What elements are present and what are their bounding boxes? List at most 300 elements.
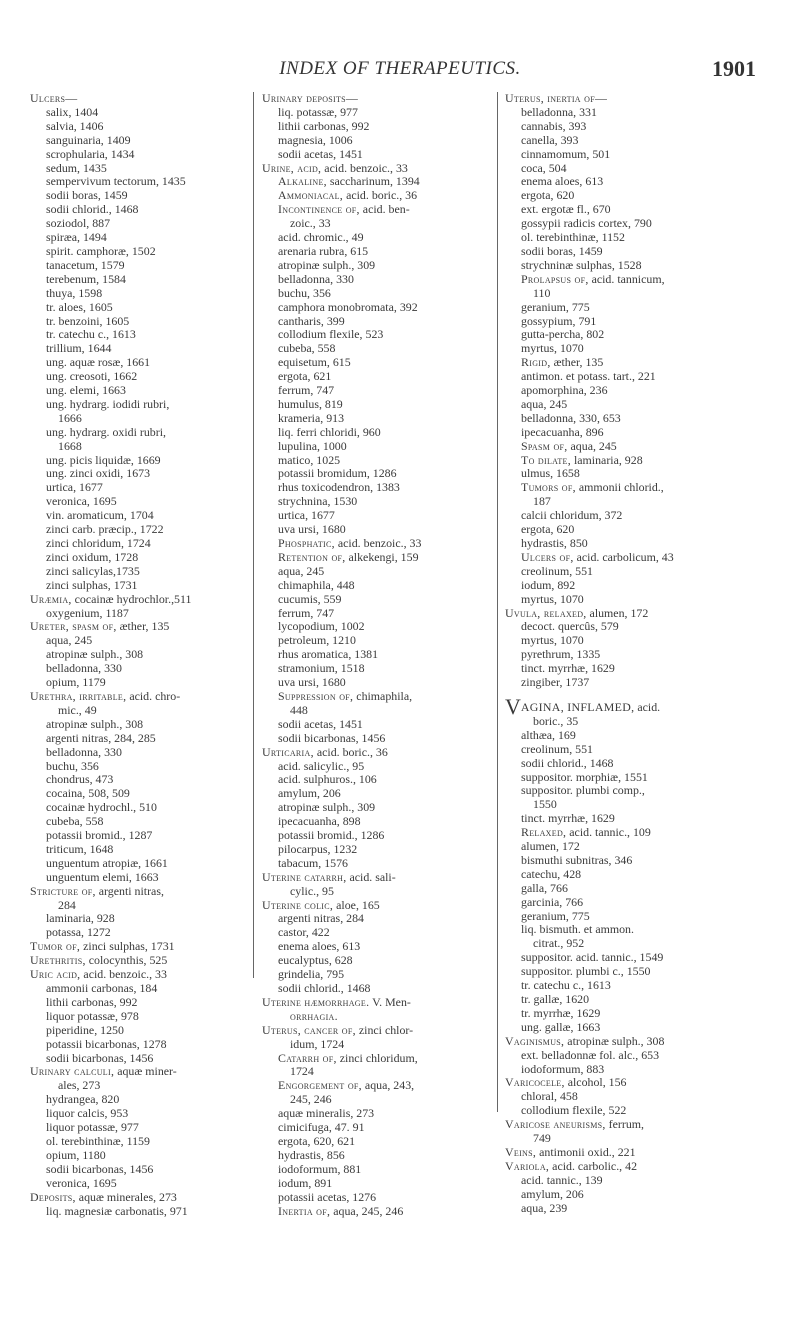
index-entry: myrtus, 1070 [521, 591, 584, 606]
index-entry: sanguinaria, 1409 [46, 132, 131, 147]
index-reference: acid. sali- [346, 869, 396, 884]
index-entry: aquæ mineralis, 273 [278, 1106, 375, 1121]
index-entry: ol. terebinthinæ, 1152 [521, 230, 625, 245]
index-entry: lithii carbonas, 992 [46, 994, 138, 1009]
index-term: Ammoniacal, [278, 188, 344, 203]
index-entry [505, 356, 770, 370]
index-entry: soziodol, 887 [46, 216, 111, 231]
index-term: Rigid, [521, 355, 551, 370]
index-term: Uræmia, [30, 591, 72, 606]
index-entry: suppositor. morphiæ, 1551 [521, 769, 648, 784]
index-entry: thuya, 1598 [46, 285, 103, 300]
index-term: Catarrh of, [278, 1050, 337, 1065]
index-entry: eucalyptus, 628 [278, 953, 353, 968]
index-heading [262, 746, 492, 760]
index-entry: krameria, 913 [278, 410, 345, 425]
index-entry: cucumis, 559 [278, 591, 342, 606]
index-reference: acid. boric., 36 [343, 188, 418, 203]
index-entry: ung. gallæ, 1663 [521, 1019, 601, 1034]
index-term: Urinary deposits— [262, 91, 359, 105]
index-term: Veins, [505, 1144, 537, 1159]
index-entry [262, 551, 492, 565]
index-term: Uterine catarrh, [262, 869, 347, 884]
index-entry: sodii boras, 1459 [46, 188, 128, 203]
index-reference: ammonii chlorid., [575, 480, 664, 495]
index-entry: garcinia, 766 [521, 894, 584, 909]
index-entry: coca, 504 [521, 160, 567, 175]
index-entry: sodii bicarbonas, 1456 [46, 1161, 154, 1176]
index-entry: iodoformum, 881 [278, 1161, 362, 1176]
index-entry: trillium, 1644 [46, 341, 112, 356]
index-heading [30, 92, 250, 106]
index-continuation: citrat., 952 [533, 936, 585, 951]
index-entry: cimicifuga, 47. 91 [278, 1120, 365, 1135]
index-heading [262, 162, 492, 176]
index-entry: ammonii carbonas, 184 [46, 981, 158, 995]
index-reference: ferrum, [605, 1117, 644, 1132]
index-entry: sempervivum tectorum, 1435 [46, 174, 186, 189]
index-term: Spasm of, [521, 438, 568, 453]
index-heading [505, 92, 770, 106]
index-entry: cantharis, 399 [278, 313, 345, 328]
index-entry: belladonna, 331 [521, 104, 597, 119]
index-entry: strychninæ sulphas, 1528 [521, 257, 642, 272]
index-entry: tinct. myrrhæ, 1629 [521, 811, 615, 826]
index-entry: urtica, 1677 [46, 480, 103, 495]
index-entry: tr. aloes, 1605 [46, 299, 113, 314]
index-entry [505, 551, 770, 565]
section-gap [505, 690, 770, 700]
index-entry: galla, 766 [521, 880, 568, 895]
index-entry: opium, 1179 [46, 675, 106, 690]
index-reference: alkekengi, 159 [345, 549, 419, 564]
index-entry: chondrus, 473 [46, 772, 114, 787]
index-entry: triticum, 1648 [46, 841, 114, 856]
index-continuation: mic., 49 [58, 702, 97, 717]
index-entry: atropinæ sulph., 308 [46, 647, 144, 662]
index-entry: canella, 393 [521, 132, 579, 147]
index-entry: camphora monobromata, 392 [278, 299, 418, 314]
index-entry: tr. myrrhæ, 1629 [521, 1005, 601, 1020]
index-reference: aqua, 245, 246 [330, 1203, 404, 1218]
index-entry: cocainæ hydrochl., 510 [46, 800, 157, 815]
index-entry: iodum, 891 [278, 1175, 333, 1190]
index-entry: scrophularia, 1434 [46, 146, 135, 161]
index-entry: potassii bromid., 1286 [278, 828, 385, 843]
index-entry: myrtus, 1070 [521, 633, 584, 648]
index-entry: liq. ferri chloridi, 960 [278, 424, 381, 439]
index-entry: apomorphina, 236 [521, 383, 608, 398]
index-continuation: ales, 273 [58, 1078, 101, 1093]
index-entry [262, 1205, 492, 1219]
index-entry: bismuthi subnitras, 346 [521, 852, 633, 867]
index-continuation: zoic., 33 [290, 216, 331, 231]
index-entry: alumen, 172 [521, 839, 580, 854]
index-entry: geranium, 775 [521, 908, 590, 923]
index-term: Engorgement of, [278, 1078, 362, 1093]
index-entry: buchu, 356 [46, 758, 99, 773]
index-term: Alkaline, [278, 174, 327, 189]
index-entry [505, 440, 770, 454]
index-continuation: 187 [533, 494, 551, 509]
index-term: Urethra, irritable, [30, 688, 127, 703]
index-term: Urticaria, [262, 744, 314, 759]
index-entry: lupulina, 1000 [278, 438, 347, 453]
index-entry: cannabis, 393 [521, 118, 587, 133]
index-entry: chloral, 458 [521, 1089, 578, 1104]
index-continuation: 284 [58, 897, 76, 912]
index-continuation: boric., 35 [533, 713, 579, 728]
index-reference: aloe, 165 [333, 897, 380, 912]
index-term: Tumor of, [30, 939, 81, 954]
index-entry: antimon. et potass. tart., 221 [521, 369, 656, 384]
index-entry: ung. creosoti, 1662 [46, 369, 138, 384]
index-entry: cubeba, 558 [278, 341, 336, 356]
index-reference: aquæ miner- [114, 1064, 177, 1079]
index-entry: buchu, 356 [278, 285, 331, 300]
index-term: Deposits, [30, 1189, 76, 1204]
index-term: Uterus, inertia of— [505, 91, 608, 105]
index-entry: salvia, 1406 [46, 118, 104, 133]
index-term: Relaxed, [521, 825, 567, 840]
index-entry: atropinæ sulph., 308 [46, 716, 144, 731]
index-entry: ol. terebinthinæ, 1159 [46, 1133, 150, 1148]
index-entry: sodii chlorid., 1468 [521, 755, 614, 770]
index-term: Uvula, relaxed, [505, 605, 587, 620]
index-entry: amylum, 206 [278, 786, 341, 801]
index-entry [505, 481, 770, 495]
index-entry: zinci carb. præcip., 1722 [46, 522, 164, 537]
index-entry: tr. gallæ, 1620 [521, 992, 590, 1006]
index-entry: aqua, 245 [521, 396, 568, 411]
index-heading [30, 620, 250, 634]
index-entry: zinci oxidum, 1728 [46, 549, 139, 564]
index-entry: potassii acetas, 1276 [278, 1189, 377, 1204]
index-continuation: 110 [533, 285, 551, 300]
index-column-2 [262, 92, 492, 1218]
index-entry: spirit. camphoræ, 1502 [46, 243, 156, 258]
index-term: orrhagia. [290, 1008, 338, 1023]
index-entry: suppositor. plumbi c., 1550 [521, 964, 651, 979]
index-entry: ung. aquæ rosæ, 1661 [46, 355, 151, 370]
index-heading [30, 593, 250, 607]
index-term: Varicocele, [505, 1075, 565, 1090]
index-continuation: 749 [533, 1131, 551, 1146]
index-entry: suppositor. acid. tannic., 1549 [521, 950, 664, 965]
index-entry: creolinum, 551 [521, 741, 593, 756]
index-entry: pilocarpus, 1232 [278, 841, 358, 856]
index-entry: sodii bicarbonas, 1456 [278, 730, 386, 745]
index-entry: iodoformum, 883 [521, 1061, 605, 1076]
index-reference: acid. benzoic., 33 [321, 160, 408, 175]
index-term: Retention of, [278, 549, 346, 564]
index-term: Prolapsus of, [521, 271, 589, 286]
index-entry: catechu, 428 [521, 866, 582, 881]
index-reference: acid. benzoic., 33 [334, 536, 422, 550]
index-entry: tabacum, 1576 [278, 855, 349, 870]
index-reference: acid. boric., 36 [313, 744, 388, 759]
index-entry: decoct. quercûs, 579 [521, 619, 619, 634]
index-entry: argenti nitras, 284, 285 [46, 730, 156, 745]
index-term: Ulcers— [30, 91, 78, 105]
index-entry: liq. bismuth. et ammon. [521, 922, 634, 937]
index-entry: ung. picis liquidæ, 1669 [46, 452, 161, 467]
index-reference: laminaria, 928 [570, 452, 643, 467]
index-entry: ung. hydrarg. iodidi rubri, [46, 396, 170, 411]
index-entry [262, 189, 492, 203]
index-entry: belladonna, 330, 653 [521, 410, 621, 425]
index-entry: ergota, 620, 621 [278, 1133, 356, 1148]
index-heading [505, 607, 770, 621]
index-reference: aquæ minerales, 273 [75, 1189, 177, 1204]
index-entry: zinci salicylas,1735 [46, 563, 140, 578]
index-entry: veronica, 1695 [46, 1175, 117, 1190]
index-reference: acid. tannicum, [588, 271, 665, 286]
index-heading [30, 690, 250, 704]
index-entry: sodii boras, 1459 [521, 243, 603, 258]
index-continuation: 1724 [290, 1064, 314, 1079]
index-entry: potassii bicarbonas, 1278 [46, 1036, 167, 1051]
index-entry: ung. zinci oxidi, 1673 [46, 466, 151, 481]
index-entry: opium, 1180 [46, 1147, 106, 1162]
index-term: Tumors of, [521, 480, 576, 495]
index-entry: ext. ergotæ fl., 670 [521, 202, 611, 217]
index-entry: unguentum atropiæ, 1661 [46, 855, 168, 870]
index-reference: acid. ben- [359, 202, 410, 217]
index-entry: liq. potassæ, 977 [278, 104, 358, 119]
index-entry: enema aloes, 613 [521, 174, 604, 189]
index-entry: aqua, 245 [46, 633, 93, 648]
index-entry: unguentum elemi, 1663 [46, 869, 159, 884]
index-term: Varicose aneurisms, [505, 1117, 606, 1132]
index-entry [262, 1052, 492, 1066]
index-entry: gutta-percha, 802 [521, 327, 605, 342]
index-entry: lithii carbonas, 992 [278, 118, 370, 133]
index-entry [505, 454, 770, 468]
index-term: Phosphatic, [278, 536, 335, 550]
index-term: Variola, [505, 1158, 550, 1173]
index-entry: aqua, 245 [278, 563, 325, 578]
index-reference: aqua, 243, [361, 1078, 415, 1093]
index-entry: tr. catechu c., 1613 [46, 327, 136, 342]
index-entry: belladonna, 330 [46, 744, 122, 759]
index-reference: zinci chloridum, [336, 1050, 418, 1065]
index-reference: cocainæ hydrochlor.,511 [71, 591, 192, 606]
page-number: 1901 [712, 56, 756, 81]
index-entry [262, 175, 492, 189]
index-entry: cocaina, 508, 509 [46, 786, 130, 801]
index-reference: acid. tannic., 109 [566, 825, 651, 840]
index-reference: acid. carbolic., 42 [549, 1158, 638, 1173]
index-term: Incontinence of, [278, 202, 360, 217]
index-reference: aqua, 245 [567, 438, 617, 453]
index-entry: oxygenium, 1187 [46, 605, 129, 620]
index-entry: myrtus, 1070 [521, 341, 584, 356]
index-reference: acid. carbolicum, 43 [573, 549, 674, 564]
index-entry: stramonium, 1518 [278, 661, 365, 676]
index-entry: lycopodium, 1002 [278, 619, 365, 634]
drop-initial: V [505, 693, 521, 719]
index-entry: zinci sulphas, 1731 [46, 577, 138, 592]
index-entry [262, 537, 492, 551]
index-continuation: 448 [290, 702, 308, 717]
index-term: Uterine colic, [262, 897, 334, 912]
index-continuation: 1668 [58, 438, 82, 453]
index-term: Vaginismus, [505, 1033, 565, 1048]
index-entry: matico, 1025 [278, 452, 341, 467]
index-entry: collodium flexile, 523 [278, 327, 384, 342]
index-entry: ext. belladonnæ fol. alc., 653 [521, 1047, 660, 1062]
index-reference: V. Men- [369, 994, 411, 1009]
index-heading [30, 940, 250, 954]
index-entry: belladonna, 330 [278, 271, 354, 286]
index-entry: arenaria rubra, 615 [278, 243, 369, 258]
index-entry: terebenum, 1584 [46, 271, 126, 286]
index-term: AGINA, INFLAMED, [520, 699, 635, 714]
index-entry: cubeba, 558 [46, 814, 104, 829]
index-reference: argenti nitras, [95, 883, 164, 898]
index-entry: tr. benzoini, 1605 [46, 313, 130, 328]
index-entry: zingiber, 1737 [521, 675, 590, 690]
index-heading [262, 92, 492, 106]
index-entry: ipecacuanha, 896 [521, 424, 604, 439]
index-entry: piperidine, 1250 [46, 1022, 124, 1037]
index-entry: geranium, 775 [521, 299, 590, 314]
index-entry: spiræa, 1494 [46, 230, 107, 245]
index-reference: chimaphila, [353, 688, 413, 703]
index-entry: creolinum, 551 [521, 563, 593, 578]
index-reference: antimonii oxid., 221 [536, 1144, 636, 1159]
index-continuation: 1666 [58, 410, 82, 425]
index-entry: uva ursi, 1680 [278, 675, 346, 690]
index-entry: liq. magnesiæ carbonatis, 971 [46, 1203, 188, 1218]
index-entry: strychnina, 1530 [278, 494, 358, 509]
index-entry: acid. sulphuros., 106 [278, 772, 377, 787]
index-entry: potassa, 1272 [46, 925, 111, 940]
index-entry: ferrum, 747 [278, 605, 335, 620]
index-entry: liquor potassæ, 978 [46, 1008, 139, 1023]
index-entry: hydrastis, 856 [278, 1147, 345, 1162]
index-heading [30, 1065, 250, 1079]
index-entry [262, 1079, 492, 1093]
index-reference: saccharinum, 1394 [326, 174, 420, 189]
index-entry: calcii chloridum, 372 [521, 508, 623, 523]
index-reference: colocynthis, 525 [85, 953, 168, 968]
index-entry: ung. elemi, 1663 [46, 383, 126, 398]
index-heading [505, 1076, 770, 1090]
index-entry: ipecacuanha, 898 [278, 814, 361, 829]
index-continuation: idum, 1724 [290, 1036, 345, 1051]
index-entry: liquor calcis, 953 [46, 1106, 129, 1121]
index-entry: pyrethrum, 1335 [521, 647, 601, 662]
index-entry [262, 690, 492, 704]
index-entry: amylum, 206 [521, 1186, 584, 1201]
index-term: Urethritis, [30, 953, 86, 968]
index-continuation: 1550 [533, 797, 557, 812]
index-entry: potassii bromid., 1287 [46, 828, 153, 843]
index-entry: gossypium, 791 [521, 313, 597, 328]
index-entry: humulus, 819 [278, 396, 343, 411]
index-reference: acid. chro- [126, 688, 181, 703]
index-heading [30, 1191, 250, 1205]
index-entry: laminaria, 928 [46, 911, 115, 926]
index-entry: acid. tannic., 139 [521, 1172, 603, 1187]
index-reference: zinci sulphas, 1731 [80, 939, 175, 954]
index-entry: althæa, 169 [521, 727, 576, 742]
index-entry: sodii chlorid., 1468 [46, 202, 139, 217]
index-reference: æther, 135 [550, 355, 604, 370]
index-term: Uterus, cancer of, [262, 1022, 356, 1037]
index-heading [505, 693, 770, 719]
index-entry [262, 203, 492, 217]
index-entry: atropinæ sulph., 309 [278, 800, 376, 815]
index-entry: rhus aromatica, 1381 [278, 647, 379, 662]
running-title: INDEX OF THERAPEUTICS. [279, 58, 521, 79]
index-entry: tanacetum, 1579 [46, 257, 125, 272]
index-entry: gossypii radicis cortex, 790 [521, 216, 652, 231]
index-entry: salix, 1404 [46, 104, 99, 119]
index-reference: alumen, 172 [586, 605, 649, 620]
index-reference: atropinæ sulph., 308 [564, 1033, 665, 1048]
index-entry: sodii chlorid., 1468 [278, 981, 371, 995]
index-entry: liquor potassæ, 977 [46, 1120, 139, 1135]
index-entry: sedum, 1435 [46, 160, 107, 175]
index-reference: acid. [634, 699, 661, 714]
index-continuation [262, 1010, 492, 1024]
index-entry: equisetum, 615 [278, 355, 351, 370]
index-term: Suppression of, [278, 688, 354, 703]
index-reference: acid. benzoic., 33 [80, 967, 167, 982]
index-continuation: cylic., 95 [290, 883, 334, 898]
index-reference: æther, 135 [116, 619, 170, 634]
index-entry: enema aloes, 613 [278, 939, 361, 954]
index-entry: acid. salicylic., 95 [278, 758, 365, 773]
index-term: To dilate, [521, 452, 571, 467]
index-heading [30, 885, 250, 899]
index-heading [30, 968, 250, 982]
index-heading [262, 1024, 492, 1038]
index-continuation: 245, 246 [290, 1092, 332, 1107]
index-column-1 [30, 92, 250, 1218]
index-heading [262, 871, 492, 885]
index-term: Urine, acid, [262, 160, 322, 175]
index-columns [0, 92, 800, 1232]
index-term: Ulcers of, [521, 549, 574, 564]
index-entry: sodii bicarbonas, 1456 [46, 1050, 154, 1065]
index-term: Urinary calculi, [30, 1064, 115, 1079]
index-entry: urtica, 1677 [278, 508, 335, 523]
index-entry: ergota, 621 [278, 369, 332, 384]
index-entry: ergota, 620 [521, 522, 575, 537]
index-column-3 [505, 92, 770, 1216]
index-entry: argenti nitras, 284 [278, 911, 364, 926]
index-entry: sodii acetas, 1451 [278, 146, 363, 161]
index-entry: magnesia, 1006 [278, 132, 353, 147]
index-reference: zinci chlor- [355, 1022, 414, 1037]
index-term: Stricture of, [30, 883, 96, 898]
index-entry: chimaphila, 448 [278, 577, 355, 592]
index-entry: vin. aromaticum, 1704 [46, 508, 154, 523]
index-entry: belladonna, 330 [46, 661, 122, 676]
index-entry: grindelia, 795 [278, 967, 345, 982]
index-entry: ferrum, 747 [278, 383, 335, 398]
index-entry: rhus toxicodendron, 1383 [278, 480, 400, 495]
index-heading [262, 899, 492, 913]
index-entry [505, 273, 770, 287]
index-entry: hydrangea, 820 [46, 1092, 120, 1107]
index-entry: ergota, 620 [521, 188, 575, 203]
index-heading [505, 1160, 770, 1174]
